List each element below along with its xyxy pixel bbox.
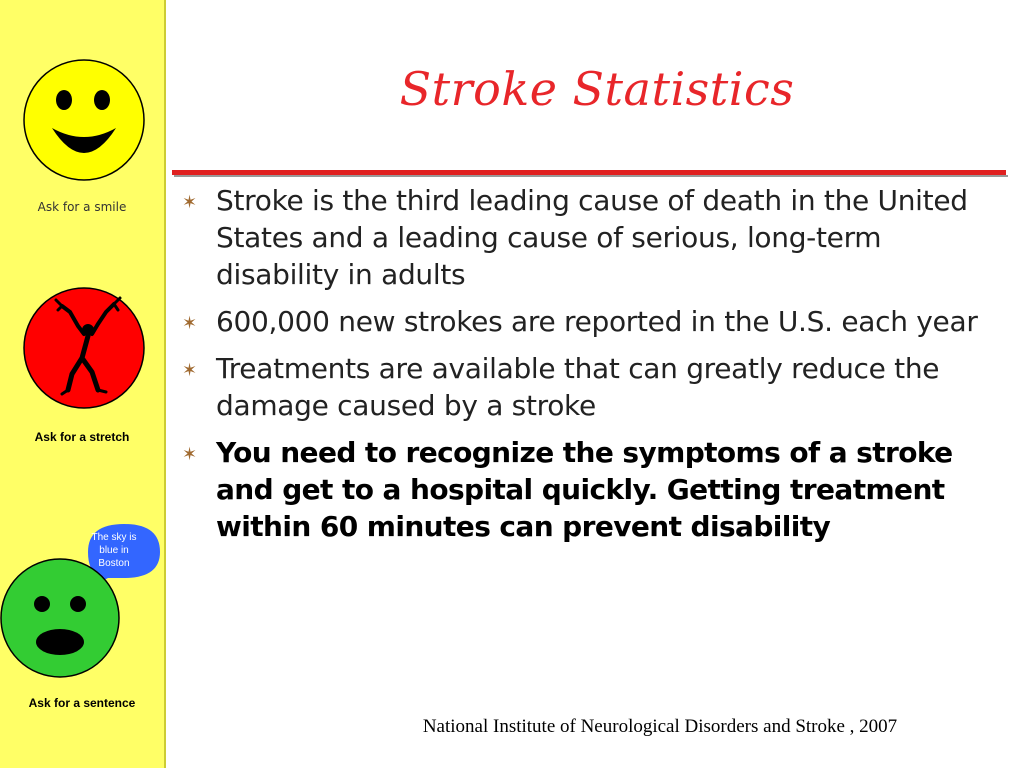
bullet-list — [180, 182, 1010, 555]
title-rule-shadow — [174, 175, 1008, 177]
bullet-text: You need to recognize the symptoms of a stroke and get to a hospital quickly. Getting treatment within 60 minutes can prevent disability — [216, 436, 953, 543]
star-bullet-icon: ✶ — [182, 313, 197, 334]
sidebar-divider — [164, 0, 166, 768]
bullet-item-emphasis — [180, 434, 1010, 545]
star-bullet-icon: ✶ — [182, 444, 197, 465]
bullet-text: Stroke is the third leading cause of death in the United States and a leading cause of serious, long-term disability in adults — [216, 184, 968, 291]
smiley-face-icon — [22, 58, 146, 182]
stretch-caption: Ask for a stretch — [34, 430, 130, 444]
bullet-item — [180, 350, 1010, 424]
citation: National Institute of Neurological Disorders and Stroke , 2007 — [422, 716, 898, 737]
slide-title: Stroke Statistics — [399, 62, 795, 116]
stretch-figure-icon — [22, 286, 146, 410]
title-rule — [172, 170, 1006, 175]
bullet-item — [180, 182, 1010, 293]
star-bullet-icon: ✶ — [182, 360, 197, 381]
bullet-text: Treatments are available that can greatly reduce the damage caused by a stroke — [216, 352, 940, 422]
bullet-item — [180, 303, 1010, 340]
smile-caption: Ask for a smile — [37, 200, 127, 214]
sentence-caption: Ask for a sentence — [28, 696, 136, 710]
surprised-face-icon — [0, 558, 124, 682]
bullet-text: 600,000 new strokes are reported in the U.S. each year — [216, 305, 978, 338]
star-bullet-icon: ✶ — [182, 192, 197, 213]
speech-bubble-text: The sky is blue in Boston — [91, 532, 137, 569]
